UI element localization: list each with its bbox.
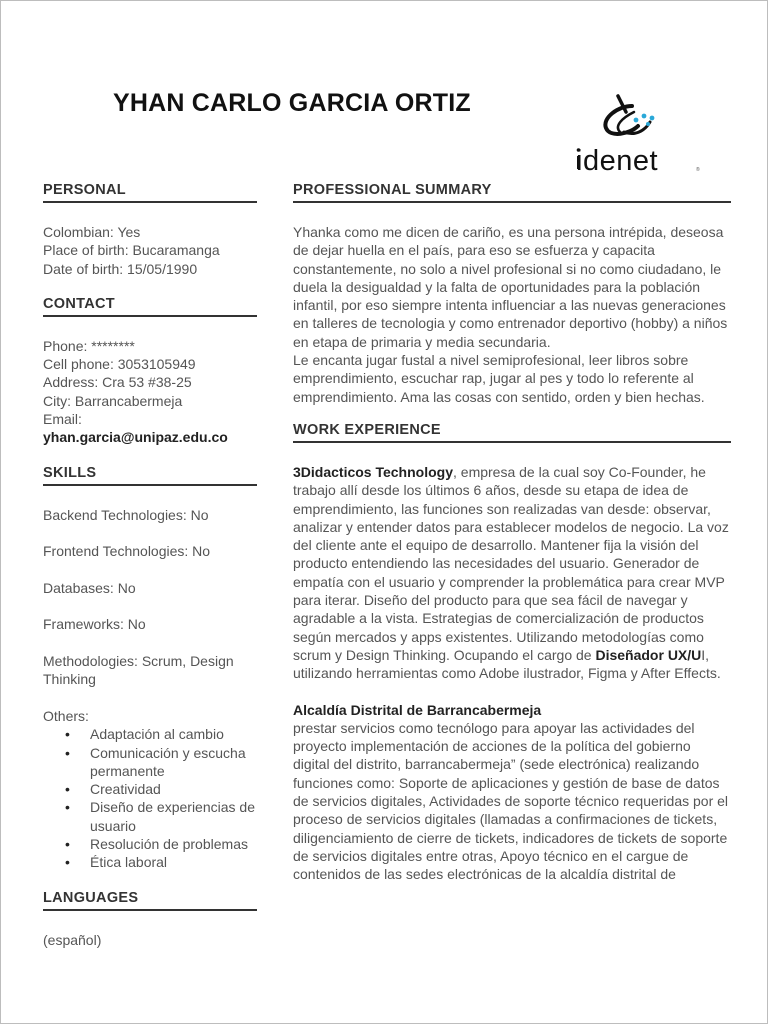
skills-others-list bbox=[43, 725, 257, 871]
personal-birthplace: Place of birth: Bucaramanga bbox=[43, 242, 220, 259]
job-description-part-a: , empresa de la cual soy Co-Founder, he trabajo allí desde los últimos 6 años, desde su etapa de idea de emprendimiento, las funciones son realizadas van desde: observar, analizar y entender datos para establecer modelos de negocio. La voz del cliente ante el equipo de desarrollo. Mantener fija la visión del producto entendiendo las necesidades del usuario. Generador de empatía con el usuario y comprender la problemática para crear MVP para iterar. Diseño del producto para que sea fácil de navegar y agradable a la vista. Estrategias de comercialización de productos según mercados y apps existentes. Utilizando metodologías como scrum y Design Thinking. Ocupando el cargo de bbox=[293, 463, 729, 663]
work-section bbox=[293, 422, 731, 884]
job-entry-alcaldia bbox=[293, 701, 731, 884]
contact-section bbox=[43, 296, 257, 447]
personal-heading: PERSONAL bbox=[43, 182, 257, 203]
skill-methodologies: Methodologies: Scrum, Design Thinking bbox=[43, 653, 234, 688]
job-description-part-b: I, utilizando herramientas como Adobe ilustrador, Figma y After Effects. bbox=[293, 646, 721, 682]
svg-text:®: ® bbox=[696, 167, 700, 173]
skill-frontend: Frontend Technologies: No bbox=[43, 543, 211, 560]
right-column bbox=[293, 182, 731, 884]
job-role: Diseñador UX/U bbox=[595, 646, 702, 663]
personal-section bbox=[43, 182, 257, 278]
idenet-logo bbox=[574, 92, 708, 176]
job-company-3didacticos: 3Didacticos Technology bbox=[293, 463, 453, 480]
work-heading: WORK EXPERIENCE bbox=[293, 422, 731, 443]
list-item: • Resolución de problemas bbox=[43, 835, 257, 853]
contact-city: City: Barrancabermeja bbox=[43, 392, 183, 409]
list-item: • Creatividad bbox=[43, 780, 257, 798]
list-item: • Ética laboral bbox=[43, 853, 257, 871]
languages-section bbox=[43, 890, 257, 949]
skill-frameworks: Frameworks: No bbox=[43, 616, 146, 633]
contact-address: Address: Cra 53 #38-25 bbox=[43, 374, 192, 391]
left-column bbox=[43, 182, 257, 949]
summary-paragraph-2: Le encanta jugar fustal a nivel semiprofesional, leer libros sobre emprendimiento, escuchar rap, jugar al pes y todo lo referente al emprendimiento. Ama las cosas con sentido, orden y bien hechas. bbox=[293, 352, 705, 405]
job-description-alcaldia: prestar servicios como tecnólogo para apoyar las actividades del proyecto implementación de acciones de la política del gobierno digital del distrito, barrancabermeja” (sede electrónica) realizando funciones como: Soporte de aplicaciones y gestión de base de datos de servicios digitales, Actividades de soporte técnico requeridas por el proceso de servicios digitales (llamadas a confirmaciones de tickets, diligenciamiento de cierre de tickets, indicadores de tickets de soporte de servicios digitales entre otras, Apoyo técnico en el cargue de contenidos de las sedes electrónicas de la alcaldía distrital de bbox=[293, 719, 729, 883]
job-company-alcaldia: Alcaldía Distrital de Barrancabermeja bbox=[293, 701, 542, 718]
contact-email-label: Email: bbox=[43, 411, 82, 428]
personal-birthdate: Date of birth: 15/05/1990 bbox=[43, 260, 198, 277]
skill-databases: Databases: No bbox=[43, 579, 136, 596]
contact-heading: CONTACT bbox=[43, 296, 257, 317]
contact-cellphone: Cell phone: 3053105949 bbox=[43, 356, 196, 373]
language-item: (español) bbox=[43, 931, 102, 948]
idenet-logo-mark-icon bbox=[574, 92, 708, 176]
list-item: • Diseño de experiencias de usuario bbox=[43, 798, 257, 835]
summary-paragraph-1: Yhanka como me dicen de cariño, es una persona intrépida, deseosa de dejar huella en el país, para eso se esfuerza y capacita constantemente, no solo a nivel profesional si no como ciudadano, le duela la desigualdad y la falta de oportunidades para la población infantil, por eso siempre intenta influenciar a las nuevas generaciones en talleres de tecnologia y como entrenador deportivo (hobby) a niños en etapa de primaria y media secundaria. bbox=[293, 224, 728, 350]
list-item: • Adaptación al cambio bbox=[43, 725, 257, 743]
contact-email-link[interactable]: yhan.garcia@unipaz.edu.co bbox=[43, 429, 228, 446]
logo-wordmark: idenet bbox=[576, 145, 659, 176]
contact-phone: Phone: ******** bbox=[43, 337, 135, 354]
skills-heading: SKILLS bbox=[43, 465, 257, 486]
personal-nationality: Colombian: Yes bbox=[43, 224, 141, 240]
skills-others-label: Others: bbox=[43, 707, 89, 724]
languages-heading: LANGUAGES bbox=[43, 890, 257, 911]
candidate-name: YHAN CARLO GARCIA ORTIZ bbox=[113, 89, 471, 117]
list-item: • Comunicación y escucha permanente bbox=[43, 744, 257, 781]
skills-section bbox=[43, 465, 257, 872]
job-entry-3didacticos bbox=[293, 463, 731, 683]
summary-section bbox=[293, 182, 731, 406]
skill-backend: Backend Technologies: No bbox=[43, 506, 209, 523]
summary-heading: PROFESSIONAL SUMMARY bbox=[293, 182, 731, 203]
